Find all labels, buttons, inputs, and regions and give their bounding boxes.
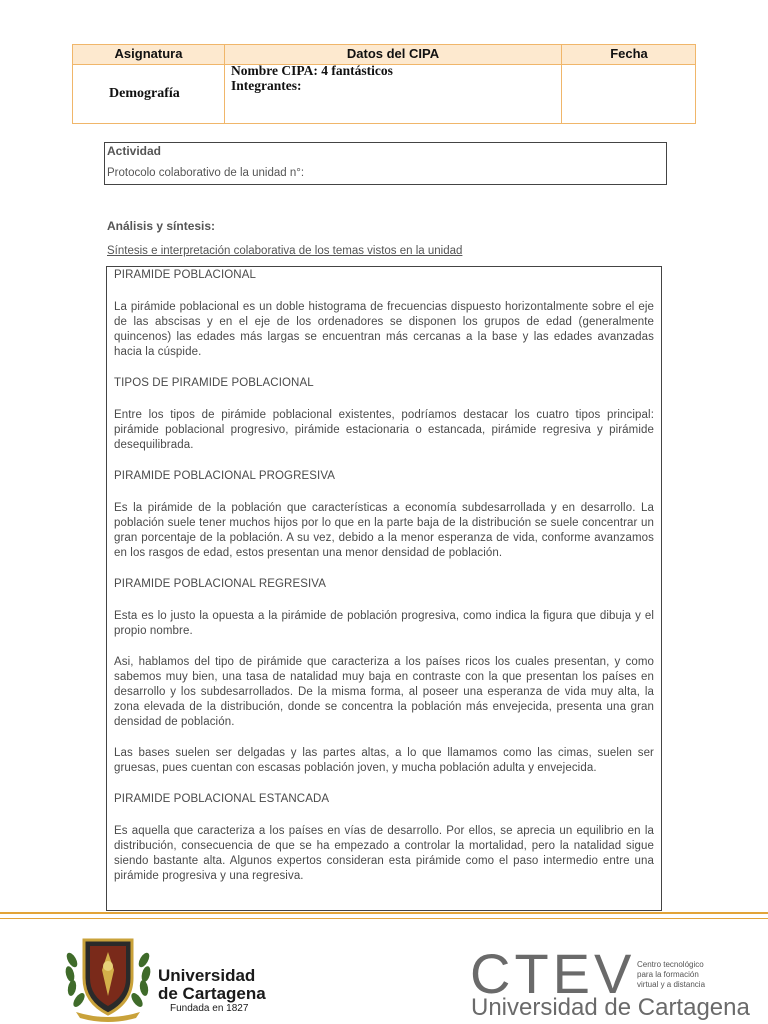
ctev-tagline-line2: para la formación [637, 970, 699, 979]
ctev-university-name: Universidad de Cartagena [471, 994, 750, 1021]
paragraph: La pirámide poblacional es un doble histograma de frecuencias dispuesto horizontalmente sobre el eje de las abscisas y en el eje de los ordenadores se disponen los grupos de edad (generalmente quincenos) las edades más largas se encuentran más cercanas a la base y las edades avanzadas hacia la cúspide. [114, 301, 654, 358]
cipa-column-header: Datos del CIPA [346, 46, 440, 61]
paragraph: Es aquella que caracteriza a los países en vías de desarrollo. Por ellos, se aprecia un equilibrio en la distribución, consecuencia de que se ha empezado a controlar la mortalidad, pero la natalidad sigue siendo bastante alta. Algunos expertos consideran esta pirámide como el paso intermedio entre una pirámide progresiva y una regresiva. [114, 825, 654, 882]
ctev-logo-text: CTEV [470, 942, 636, 1005]
activity-text: Protocolo colaborativo de la unidad n°: [107, 167, 305, 179]
members-label: Integrantes: [231, 78, 302, 93]
subject-column-header: Asignatura [114, 46, 183, 61]
section-heading: PIRAMIDE POBLACIONAL PROGRESIVA [114, 470, 336, 482]
subject-value: Demografía [109, 86, 180, 101]
paragraph: Esta es lo justo la opuesta a la pirámide de población progresiva, como indica la figura que dibuja y el propio nombre. [114, 610, 654, 637]
section-heading: TIPOS DE PIRAMIDE POBLACIONAL [114, 377, 314, 389]
section-heading: PIRAMIDE POBLACIONAL ESTANCADA [114, 793, 330, 805]
paragraph: Entre los tipos de pirámide poblacional existentes, podríamos destacar los cuatro tipos principal: pirámide poblacional progresivo, pirámide estacionaria o estancada, pirámide regresiva y pirámide desequilibrada. [114, 409, 654, 451]
paragraph: Las bases suelen ser delgadas y las partes altas, a lo que llamamos como las cimas, suelen ser gruesas, pues cuentan con escasas población joven, y mucha población adulta y envejecida. [114, 747, 654, 774]
header-table [72, 44, 696, 124]
content-body [114, 268, 654, 900]
ctev-tagline-line3: virtual y a distancia [637, 980, 706, 989]
ctev-tagline-line1: Centro tecnológico [637, 960, 704, 969]
university-name-line1: Universidad [158, 966, 256, 985]
cipa-name: Nombre CIPA: 4 fantásticos [231, 63, 393, 78]
analysis-heading: Análisis y síntesis: [107, 219, 216, 233]
footer-divider [0, 912, 768, 914]
analysis-subheading: Síntesis e interpretación colaborativa de los temas vistos en la unidad [107, 245, 463, 257]
footer-divider-thin [0, 918, 768, 919]
ctev-tagline [637, 960, 705, 990]
university-name [158, 967, 266, 1003]
university-founded: Fundada en 1827 [170, 1003, 249, 1014]
date-column-header: Fecha [610, 46, 648, 61]
university-crest-logo [62, 930, 154, 1022]
activity-title: Actividad [107, 144, 162, 158]
university-name-line2: de Cartagena [158, 984, 266, 1003]
section-heading: PIRAMIDE POBLACIONAL [114, 269, 256, 281]
section-heading: PIRAMIDE POBLACIONAL REGRESIVA [114, 578, 326, 590]
paragraph: Es la pirámide de la población que características a economía subdesarrollada y en desarrollo. La población suele tener muchos hijos por lo que en la parte baja de la distribución se suele concentrar un gran porcentaje de la población. A su vez, debido a la menor esperanza de vida, conforme avanzamos en los rasgos de edad, estos presentan una menor densidad de población. [114, 502, 654, 559]
paragraph: Asi, hablamos del tipo de pirámide que caracteriza a los países ricos los cuales presentan, y como sabemos muy bien, una tasa de natalidad muy baja en contraste con la que presentan los países en desarrollo y los subdesarrollados. De la misma forma, al poseer una esperanza de vida muy alta, la zona elevada de la distribución, donde se concentra la población más envejecida, presenta una gran densidad de población. [114, 656, 654, 728]
